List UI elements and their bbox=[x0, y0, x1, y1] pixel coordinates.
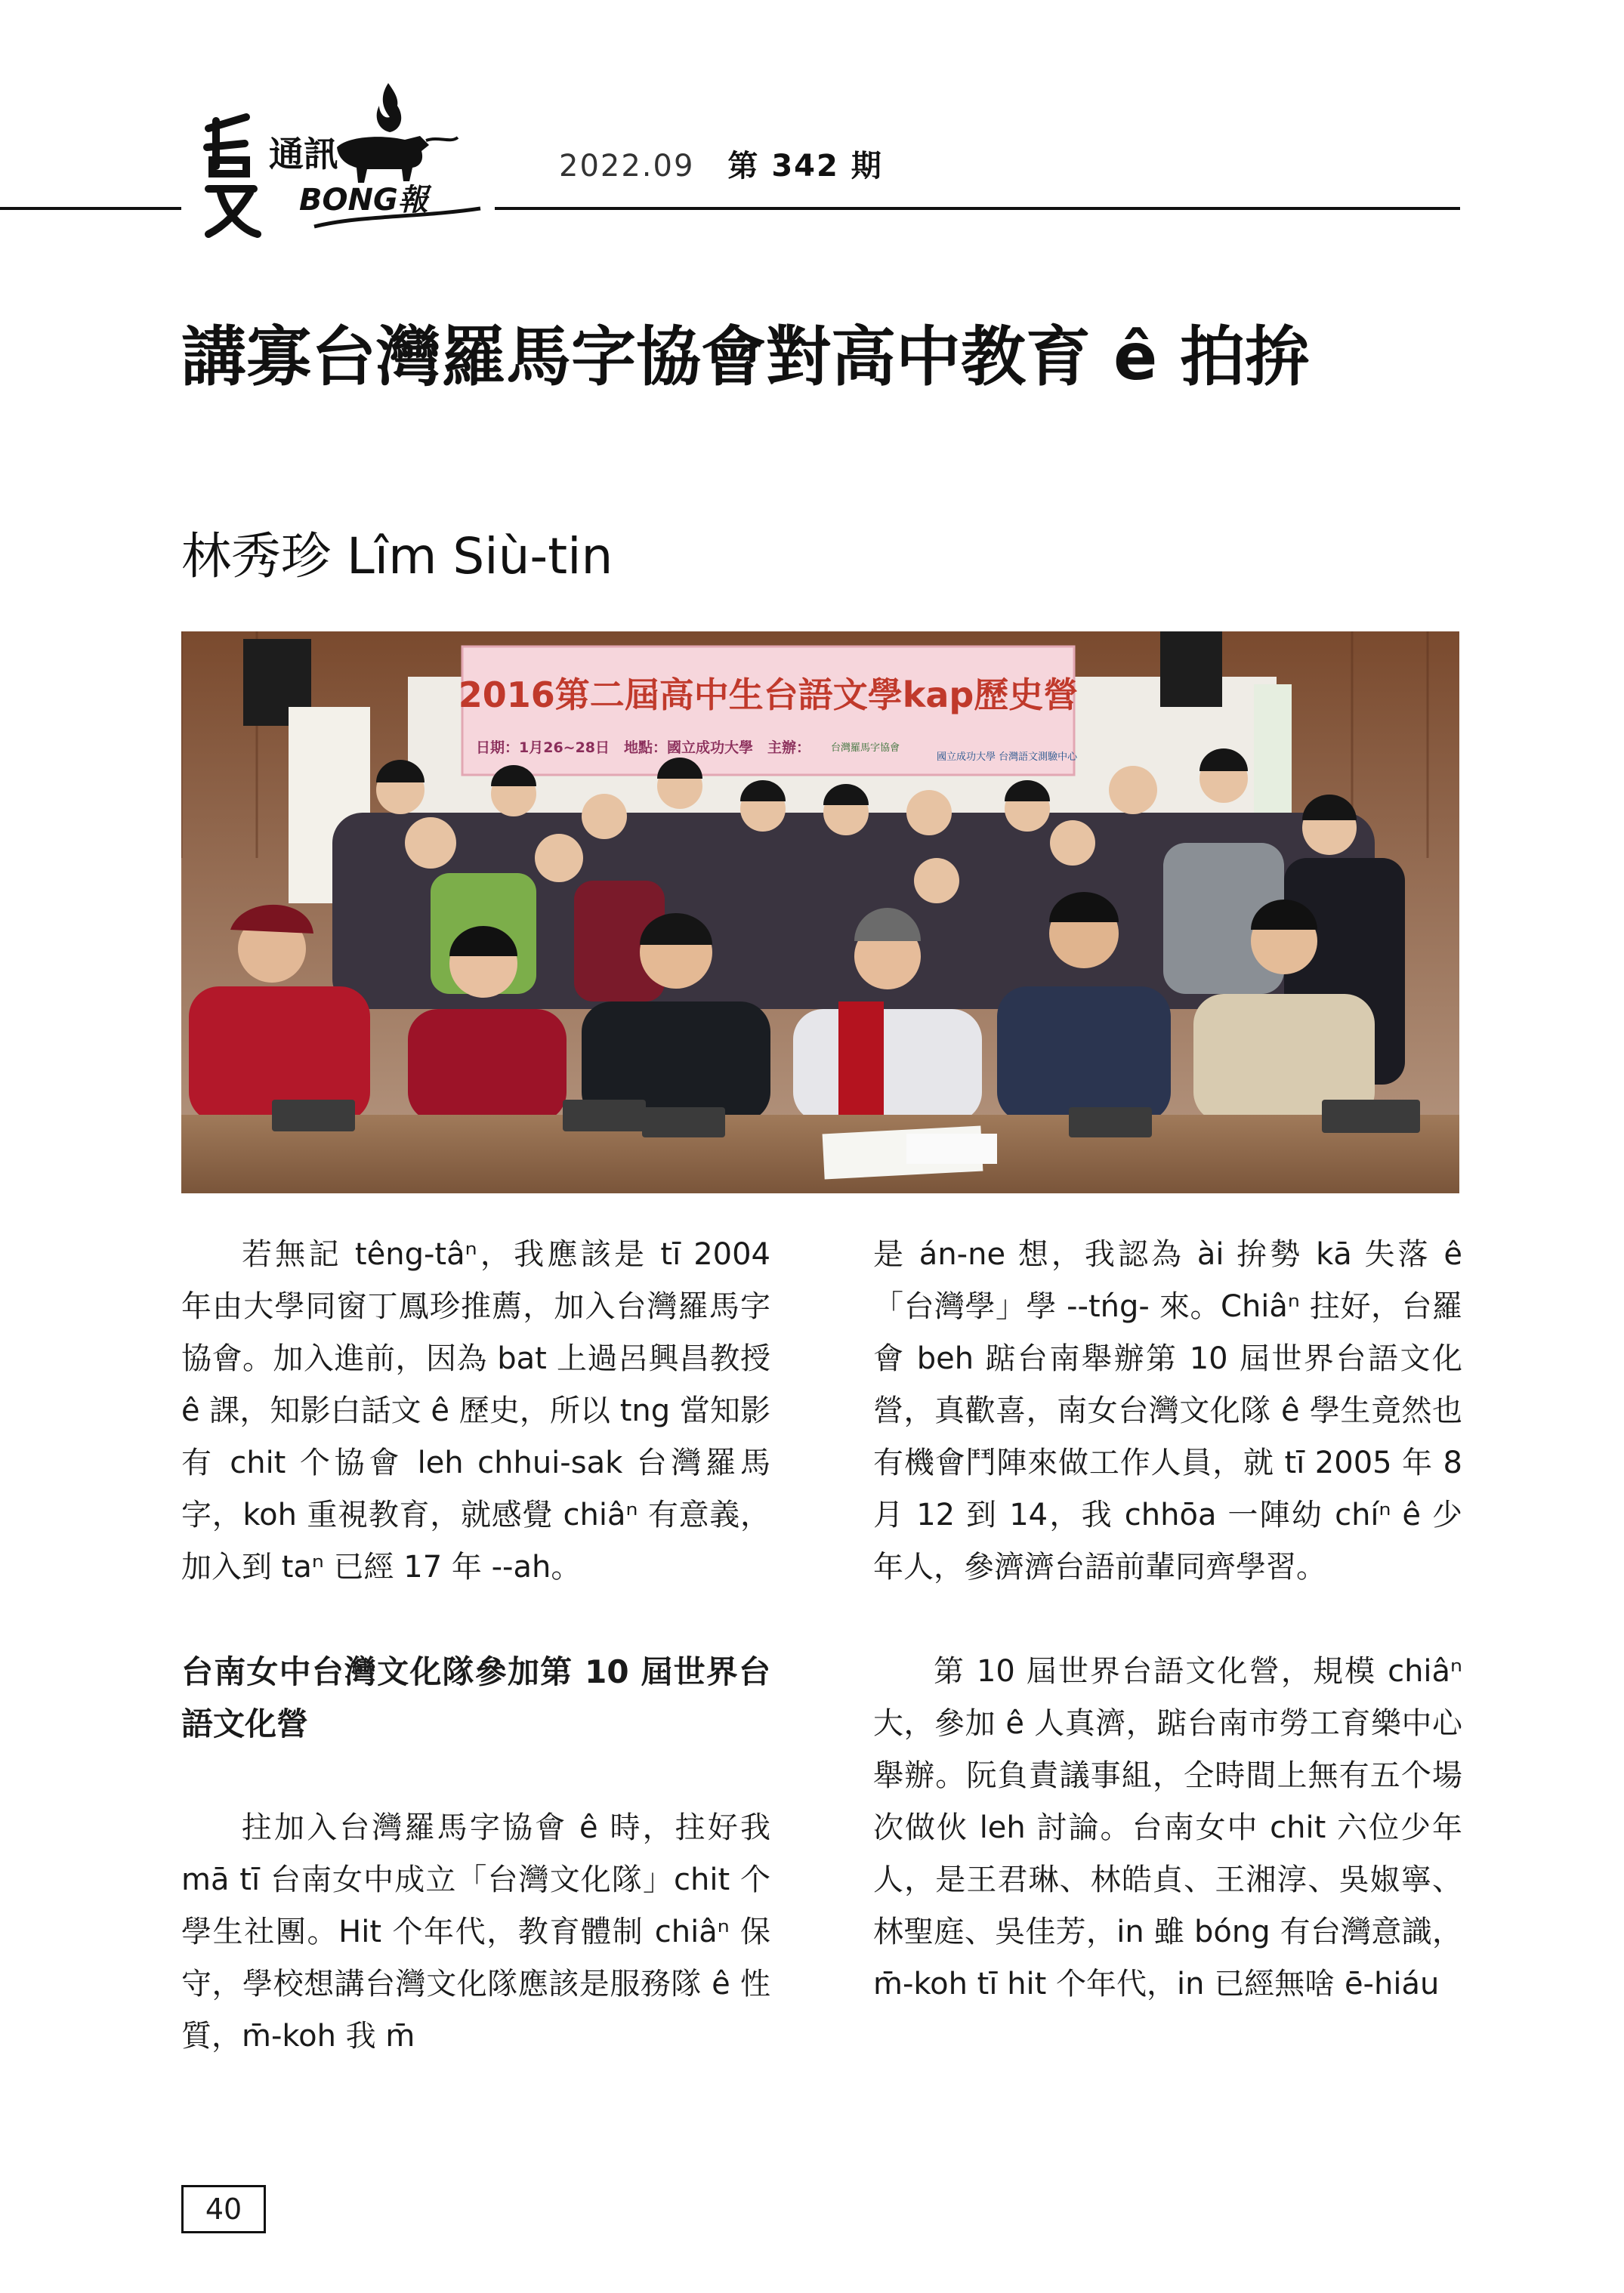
banner-title: 2016第二屆高中生台語文學kap歷史營 bbox=[458, 674, 1079, 715]
paragraph: 若無記 têng-tâⁿ，我應該是 tī 2004 年由大學同窗丁鳳珍推薦，加入台灣羅馬字協會。加入進前，因為 bat 上過呂興昌教授 ê 課，知影白話文 ê 歷史，所以 tng 當知影有 chit 个協會 leh chhui-sak 台灣羅馬字，koh 重視教育，就感覺 chiâⁿ 有意義，加入到 taⁿ 已經 17 年 --ah。 bbox=[181, 1237, 770, 1585]
issue-number: 第 342 期 bbox=[727, 149, 883, 184]
banner-sponsor-1: 台灣羅馬字協會 bbox=[831, 742, 900, 754]
header-rule-right bbox=[495, 207, 1460, 210]
banner-info: 日期：1月26~28日 地點：國立成功大學 主辦： bbox=[476, 739, 811, 756]
article-title: 講寡台灣羅馬字協會對高中教育 ê 拍拚 bbox=[181, 319, 1311, 395]
newsletter-logo bbox=[186, 76, 488, 242]
issue-date: 2022.09 bbox=[559, 149, 695, 184]
svg-text:通訊: 通訊 bbox=[269, 134, 338, 174]
header-rule-left bbox=[0, 207, 181, 210]
paragraph: 第 10 屆世界台語文化營，規模 chiâⁿ 大，參加 ê 人真濟，踮台南市勞工育樂中心舉辦。阮負責議事組，仝時間上無有五个場次做伙 leh 討論。台南女中 chit 六位少年人，是王君琳、林皓貞、王湘淳、吳婌寧、林聖庭、吳佳芳，in 雖 bóng 有台灣意識，m̄-koh tī hit 个年代，in 已經無啥 ē-hiáu bbox=[873, 1654, 1462, 2001]
banner-sponsor-2: 國立成功大學 台灣語文測驗中心 bbox=[937, 751, 1078, 763]
paragraph: 是 án-ne 想，我認為 ài 拚勢 kā 失落 ê「台灣學」學 --tńg- 來。Chiâⁿ 拄好，台羅會 beh 踮台南舉辦第 10 屆世界台語文化營，真歡喜，南女台灣文化隊 ê 學生竟然也有機會鬥陣來做工作人員，就 tī 2005 年 8 月 12 到 14，我 chhōa 一陣幼 chíⁿ ê 少年人，參濟濟台語前輩同齊學習。 bbox=[873, 1237, 1462, 1585]
issue-info bbox=[559, 142, 883, 185]
svg-text:BONG報: BONG報 bbox=[299, 183, 428, 218]
article-author: 林秀珍 Lîm Siù-tin bbox=[181, 527, 613, 585]
article-column-left bbox=[181, 1229, 770, 2063]
section-heading: 台南女中台灣文化隊參加第 10 屆世界台語文化營 bbox=[181, 1653, 770, 1742]
paragraph: 拄加入台灣羅馬字協會 ê 時，拄好我 mā tī 台南女中成立「台灣文化隊」chit 个學生社團。Hit 个年代，教育體制 chiâⁿ 保守，學校想講台灣文化隊應該是服務隊 ê 性質，m̄-koh 我 m̄ bbox=[181, 1810, 770, 2054]
article-column-right bbox=[873, 1229, 1462, 2011]
page-number: 40 bbox=[181, 2185, 266, 2233]
group-photo bbox=[181, 631, 1459, 1193]
